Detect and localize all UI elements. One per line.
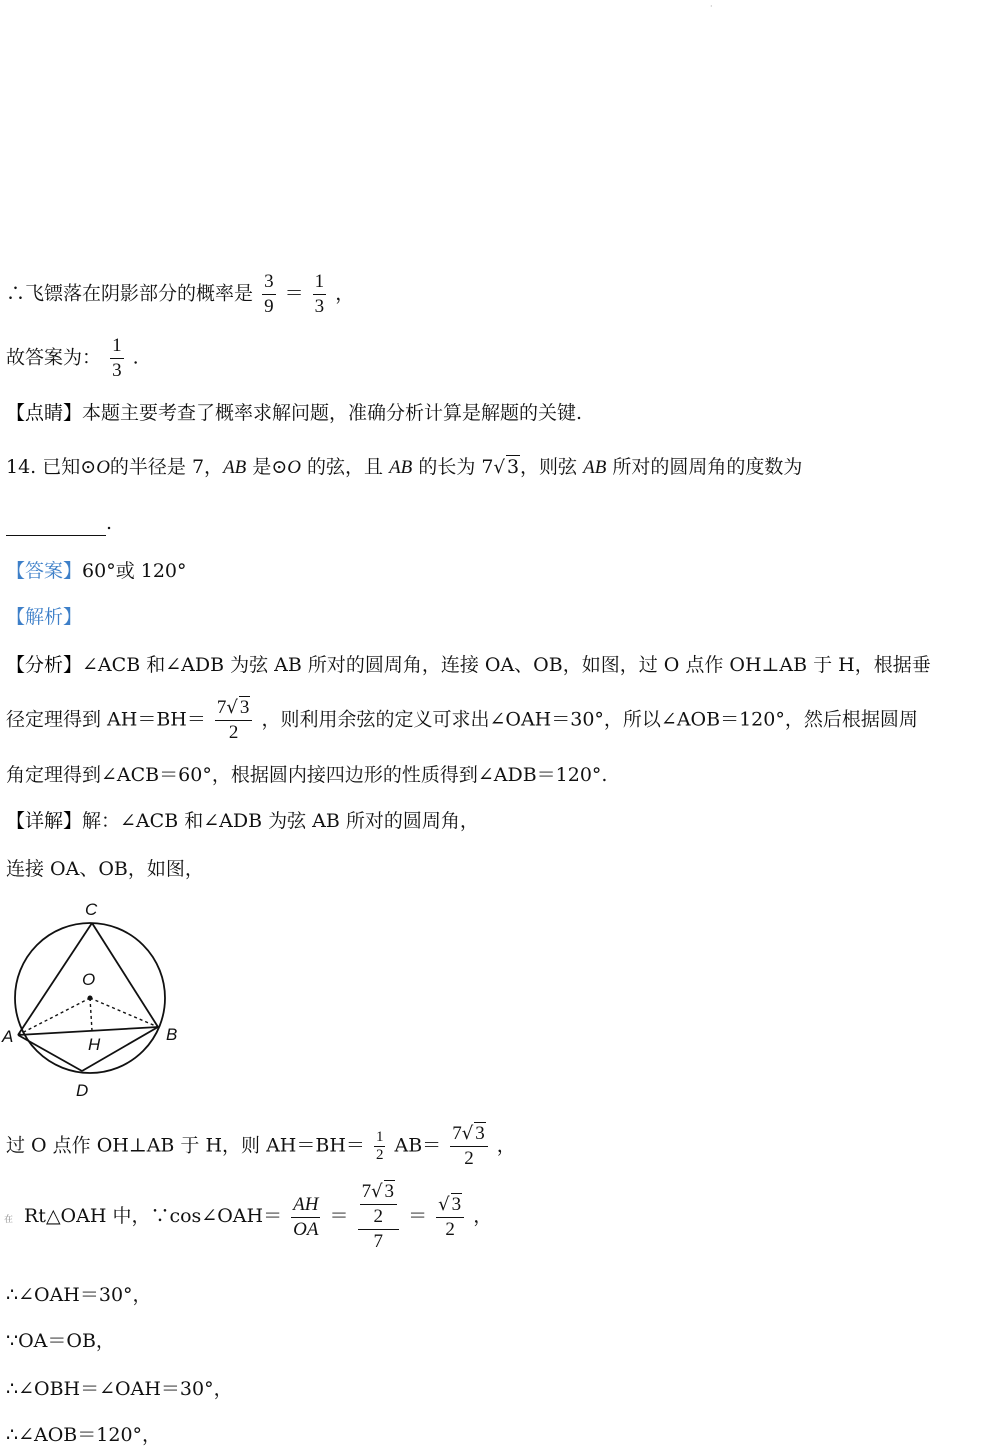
inner-fraction bbox=[360, 1180, 397, 1229]
var: AB bbox=[583, 457, 607, 478]
answer-line bbox=[6, 334, 139, 383]
num: 3 bbox=[262, 270, 276, 295]
fraction-ah-oa bbox=[291, 1193, 320, 1242]
detail-line-2 bbox=[6, 856, 204, 882]
radical: √ bbox=[226, 697, 238, 718]
speck: · bbox=[710, 2, 713, 11]
den: 2 bbox=[375, 1147, 384, 1163]
step-3 bbox=[6, 1376, 233, 1402]
fraction-1-3 bbox=[313, 270, 327, 319]
var: AB bbox=[389, 457, 413, 478]
analysis-line-1 bbox=[6, 652, 931, 678]
text: ∴∠AOB＝120°， bbox=[6, 1424, 162, 1446]
radical: √ bbox=[493, 457, 505, 478]
fraction-7sqrt3-2 bbox=[450, 1122, 487, 1171]
radical: √ bbox=[371, 1181, 383, 1202]
text: ，则利用余弦的定义可求出∠OAH＝30°，所以∠AOB＝120°，然后根据圆周 bbox=[261, 708, 918, 731]
text: 角定理得到∠ACB＝60°，根据圆内接四边形的性质得到∠ADB＝120°. bbox=[6, 764, 608, 786]
den: 2 bbox=[228, 722, 239, 743]
num: 1 bbox=[375, 1129, 384, 1145]
text: 的半径是 7， bbox=[109, 456, 224, 478]
den: 9 bbox=[264, 296, 274, 317]
step-4 bbox=[6, 1422, 161, 1448]
den: 2 bbox=[445, 1218, 455, 1240]
text: AB＝ bbox=[394, 1134, 442, 1157]
step-1 bbox=[6, 1282, 152, 1308]
den: 3 bbox=[314, 296, 325, 317]
text: 所对的圆周角的度数为 bbox=[606, 456, 803, 478]
label-a: A bbox=[2, 1027, 14, 1046]
text: ， bbox=[335, 282, 355, 305]
answer-tag: 【答案】 bbox=[6, 560, 83, 582]
text: . bbox=[106, 512, 113, 534]
text: 本题主要考查了概率求解问题，准确分析计算是解题的关键. bbox=[82, 402, 583, 424]
text: ∴∠OBH＝∠OAH＝30°， bbox=[6, 1378, 233, 1400]
answer-blank-line bbox=[6, 510, 112, 536]
segment-oh bbox=[90, 998, 92, 1031]
text: ∴飞镖落在阴影部分的概率是 bbox=[6, 282, 254, 305]
segment-oa bbox=[18, 998, 90, 1035]
jiexi-tag: 【解析】 bbox=[6, 606, 83, 628]
text: 径定理得到 AH＝BH＝ bbox=[6, 708, 206, 731]
den: 7 bbox=[373, 1231, 384, 1252]
eq: ＝ bbox=[408, 1205, 428, 1227]
analysis-line-2 bbox=[6, 696, 918, 745]
fraction-3-9 bbox=[262, 270, 276, 319]
compound-fraction bbox=[358, 1180, 399, 1254]
text: 是⊙ bbox=[246, 456, 288, 478]
detail-line-1 bbox=[6, 808, 479, 834]
question-14 bbox=[6, 454, 802, 481]
radical: √ bbox=[438, 1193, 450, 1215]
num: AH bbox=[291, 1193, 320, 1218]
fraction-1-3 bbox=[110, 334, 124, 383]
sqrt-arg: 3 bbox=[475, 1123, 485, 1144]
fraction-1-2 bbox=[374, 1129, 386, 1164]
num: 7 bbox=[216, 697, 227, 718]
var: O bbox=[96, 457, 110, 478]
xiangjie-tag: 【详解】 bbox=[6, 810, 83, 832]
point-o bbox=[88, 996, 93, 1001]
num: 7 bbox=[452, 1123, 462, 1144]
sqrt-arg: 3 bbox=[506, 456, 520, 478]
eq: ＝ bbox=[284, 282, 304, 305]
question-number: 14. bbox=[6, 456, 43, 478]
num: 7 bbox=[361, 1181, 372, 1202]
text: ∵OA＝OB， bbox=[6, 1330, 115, 1352]
answer-value: 60°或 120° bbox=[82, 560, 187, 582]
text: ，则弦 bbox=[520, 456, 584, 478]
den: 2 bbox=[464, 1148, 474, 1169]
dianjing-tag: 【点睛】 bbox=[6, 402, 83, 424]
segment-ca bbox=[18, 923, 92, 1035]
den: 2 bbox=[373, 1206, 384, 1227]
den: OA bbox=[293, 1218, 319, 1240]
label-b: B bbox=[166, 1025, 178, 1044]
label-c: C bbox=[85, 900, 98, 919]
label-o: O bbox=[82, 970, 96, 989]
sqrt-arg: 3 bbox=[384, 1181, 395, 1202]
text: 连接 OA、OB，如图， bbox=[6, 858, 204, 880]
text: ， bbox=[473, 1205, 493, 1227]
probability-line bbox=[6, 270, 354, 319]
sqrt-arg: 3 bbox=[451, 1193, 462, 1215]
segment-ad bbox=[18, 1035, 82, 1071]
num: 1 bbox=[110, 334, 124, 359]
label-d: D bbox=[76, 1081, 89, 1100]
analysis-line-3 bbox=[6, 762, 607, 788]
label-h: H bbox=[88, 1035, 101, 1054]
answer-blank bbox=[6, 515, 106, 536]
text: Rt△OAH 中，∵cos∠OAH＝ bbox=[24, 1205, 283, 1227]
detail-line-3 bbox=[6, 1122, 516, 1171]
detail-line-4 bbox=[24, 1180, 492, 1254]
fraction-sqrt3-2 bbox=[436, 1193, 464, 1242]
step-2 bbox=[6, 1328, 115, 1354]
text: ∴∠OAH＝30°， bbox=[6, 1284, 152, 1306]
chord-ab bbox=[18, 1027, 158, 1035]
tiny-mark: 在 bbox=[4, 1215, 14, 1225]
answer bbox=[6, 558, 187, 584]
text: 解：∠ACB 和∠ADB 为弦 AB 所对的圆周角， bbox=[82, 810, 479, 832]
text: ， bbox=[496, 1134, 516, 1157]
eq: ＝ bbox=[329, 1205, 349, 1227]
segment-cb bbox=[92, 923, 158, 1027]
text: 已知⊙ bbox=[42, 456, 97, 478]
circle-figure bbox=[0, 895, 200, 1105]
text: 的弦，且 bbox=[300, 456, 390, 478]
sqrt-arg: 3 bbox=[239, 697, 250, 718]
fraction-7sqrt3-2 bbox=[215, 696, 252, 745]
radical: √ bbox=[461, 1123, 474, 1144]
num: 1 bbox=[313, 270, 327, 295]
text: 的长为 7 bbox=[412, 456, 494, 478]
text: 过 O 点作 OH⊥AB 于 H，则 AH＝BH＝ bbox=[6, 1134, 365, 1157]
jiexi bbox=[6, 604, 82, 630]
text: . bbox=[132, 346, 139, 369]
dianjing-line bbox=[6, 400, 582, 426]
text: ∠ACB 和∠ADB 为弦 AB 所对的圆周角，连接 OA、OB，如图，过 O 点作 OH⊥AB 于 H，根据垂 bbox=[82, 654, 931, 676]
den: 3 bbox=[112, 360, 122, 381]
var: AB bbox=[223, 457, 247, 478]
var: O bbox=[287, 457, 301, 478]
text: 故答案为： bbox=[6, 346, 102, 369]
fenxi-tag: 【分析】 bbox=[6, 654, 83, 676]
